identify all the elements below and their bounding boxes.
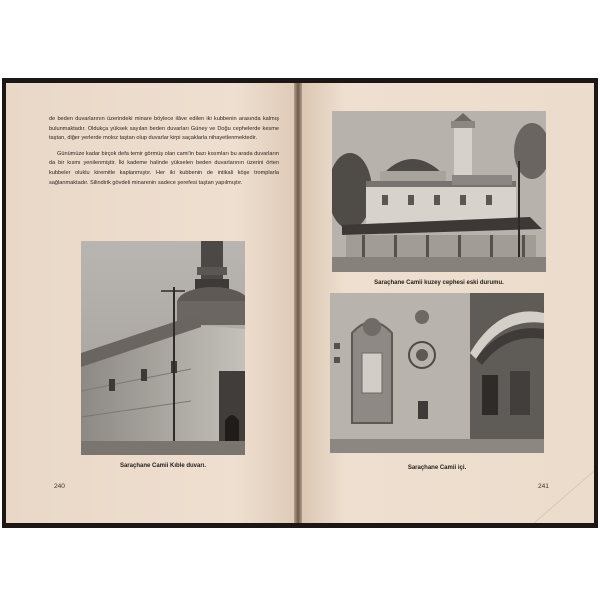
interior-caption: Saraçhane Camii içi. <box>407 465 467 471</box>
page-number-right: 241 <box>538 483 549 490</box>
left-page <box>6 83 294 523</box>
qibla-wall-photo <box>81 241 245 455</box>
right-page <box>302 83 594 523</box>
book-gutter <box>294 83 302 523</box>
north-facade-photo <box>332 111 546 272</box>
page-crease <box>534 463 594 523</box>
book-spread <box>2 78 598 528</box>
paragraph-1: de beden duvarlarının üzerindeki minare böylece ilâve edilen iki kubbenin arasında kalmış bulunmaktadır. Oldukça yüksek sayılan beden duvarları Güney ve Doğu cephelerde kesme taştan, diğer yerlerde moloz taştan olup duvarlar kirpi saçaklarla nihayetlenmektedir. <box>49 116 279 142</box>
page-number-left: 240 <box>54 483 65 490</box>
interior-photo <box>330 293 544 453</box>
north-facade-caption: Saraçhane Camii kuzey cephesi eski durumu. <box>374 280 504 286</box>
paragraph-2: Günümüze kadar birçok defa temir görmüş olan cami'in bazı kısımları bu arada duvarların da bir kısmı yenilenmiştir. İki kademe halinde yükselen beden duvarlarının üzerini örten kubbeler oluklu kiremitle kaplanmıştır. Her iki kubbenin de intikali köşe tromplarla sağlanmaktadır. Silindirik gövdeli minarenin sadece şerefesi taştan yapılmıştır. <box>49 150 279 186</box>
qibla-wall-caption: Saraçhane Camii Kıble duvarı. <box>119 463 207 469</box>
body-text <box>49 115 279 188</box>
